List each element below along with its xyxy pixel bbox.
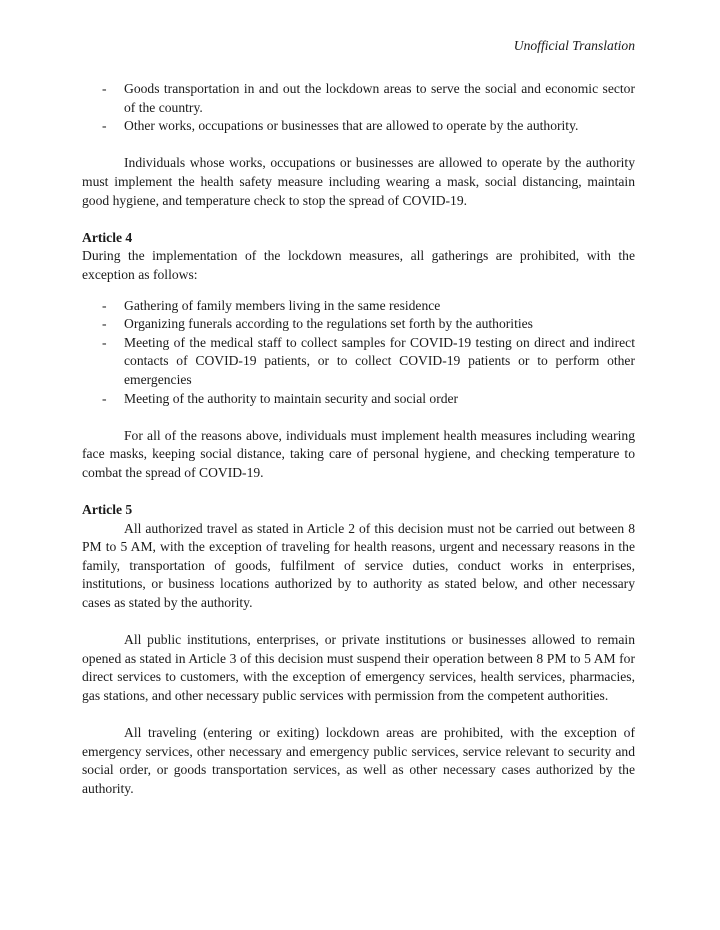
article-5-heading: Article 5 — [82, 502, 133, 518]
list-item — [82, 315, 635, 334]
bullet-dash: - — [102, 316, 107, 332]
article-5-paragraph: All public institutions, enterprises, or private institutions or businesses allowed to remain opened as stated in Article 3 of this decision must suspend their operation between 8 PM to 5 AM for direct services to customers, with the exception of emergency services, health services, pharmacies, gas stations, and other necessary public services with permission from the competent authorities. — [82, 632, 635, 703]
spacer — [82, 408, 635, 427]
spacer — [82, 706, 635, 725]
article-4-heading: Article 4 — [82, 229, 133, 245]
paragraph: Individuals whose works, occupations or businesses are allowed to operate by the authority must implement the health safety measure including wearing a mask, social distancing, maintain good hygiene, and temperature check to stop the spread of COVID-19. — [82, 155, 635, 208]
bullet-dash: - — [102, 334, 107, 350]
spacer — [82, 613, 635, 632]
list-item-text: Meeting of the authority to maintain security and social order — [124, 390, 459, 406]
spacer — [82, 285, 635, 297]
article-4-intro: During the implementation of the lockdown measures, all gatherings are prohibited, with the exception as follows: — [82, 248, 635, 282]
article-4-bullet-list — [82, 297, 635, 409]
bullet-dash: - — [102, 118, 107, 134]
spacer — [82, 482, 635, 501]
list-item-text: Goods transportation in and out the lockdown areas to serve the social and economic sector of the country. — [124, 81, 635, 115]
article-5-paragraph: All traveling (entering or exiting) lockdown areas are prohibited, with the exception of emergency services, other necessary and emergency public services, service relevant to security and social order, or goods transportation services, as well as other necessary cases authorized by the authority. — [82, 725, 635, 796]
list-item — [82, 297, 635, 316]
intro-bullet-list — [82, 80, 635, 136]
article-5-paragraph: All authorized travel as stated in Article 2 of this decision must not be carried out between 8 PM to 5 AM, with the exception of traveling for health reasons, urgent and necessary reasons in the family, transportation of goods, fulfilment of service duties, conduct works in enterprises, institutions, or business locations authorized by to authority as stated below, and other necessary cases as stated by the authority. — [82, 520, 635, 611]
list-item — [82, 390, 635, 409]
spacer — [82, 136, 635, 155]
spacer — [82, 210, 635, 229]
bullet-dash: - — [102, 297, 107, 313]
article-4-closing: For all of the reasons above, individuals must implement health measures including wearing face masks, keeping social distance, taking care of personal hygiene, and checking temperature to combat the spread of COVID-19. — [82, 427, 635, 480]
list-item — [82, 334, 635, 390]
header-label: Unofficial Translation — [513, 38, 635, 53]
list-item-text: Meeting of the medical staff to collect samples for COVID-19 testing on direct and indirect contacts of COVID-19 patients, or to collect COVID-19 patients or to perform other emergencies — [124, 334, 635, 387]
bullet-dash: - — [102, 81, 107, 96]
list-item — [82, 80, 635, 117]
list-item — [82, 117, 635, 136]
list-item-text: Other works, occupations or businesses that are allowed to operate by the authority. — [124, 118, 579, 134]
bullet-dash: - — [102, 390, 107, 406]
list-item-text: Gathering of family members living in the same residence — [124, 297, 441, 313]
document-body — [82, 80, 635, 799]
list-item-text: Organizing funerals according to the regulations set forth by the authorities — [124, 316, 533, 332]
